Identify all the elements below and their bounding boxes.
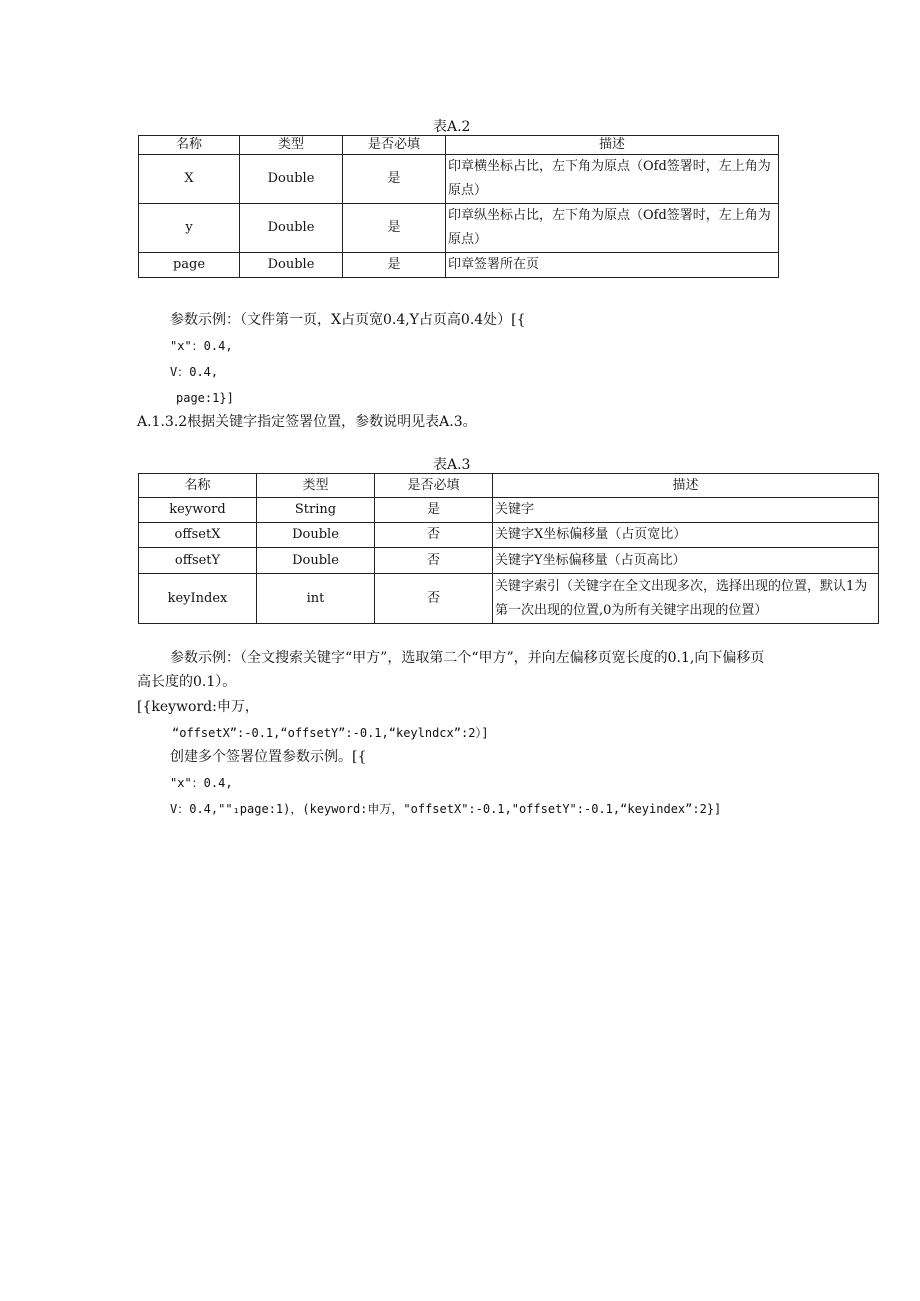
cell-type: Double (257, 548, 375, 574)
table-a3-header-name: 名称 (139, 474, 257, 498)
cell-type: Double (240, 155, 343, 204)
cell-desc: 关键字 (493, 498, 879, 523)
example2-line1b: 高长度的0.1）。 (137, 674, 237, 690)
section-a132-heading: A.1.3.2根据关键字指定签署位置，参数说明见表A.3。 (137, 414, 477, 430)
cell-name: y (139, 204, 240, 253)
cell-desc: 印章横坐标占比，左下角为原点（Ofd签署时，左上角为原点） (446, 155, 779, 204)
example1-line3: V：0.4, (170, 365, 219, 379)
table-row (139, 498, 879, 523)
cell-type: String (257, 498, 375, 523)
cell-required: 否 (375, 548, 493, 574)
cell-desc: 关键字索引（关键字在全文出现多次，选择出现的位置，默认1为第一次出现的位置,0为所有关键字出现的位置） (493, 574, 879, 624)
cell-name: offsetY (139, 548, 257, 574)
cell-type: int (257, 574, 375, 624)
table-a2-header-desc: 描述 (446, 136, 779, 155)
cell-required: 否 (375, 574, 493, 624)
table-a2-header-row (139, 136, 779, 155)
table-a2-caption: 表A.2 (433, 119, 471, 135)
table-row (139, 155, 779, 204)
example2-line5: "x"：0.4, (170, 776, 233, 790)
example1-line2: "x"：0.4, (170, 339, 233, 353)
cell-name: keyIndex (139, 574, 257, 624)
cell-type: Double (240, 253, 343, 278)
table-a3-header-row (139, 474, 879, 498)
example1-line4: page:1}] (176, 391, 234, 405)
cell-required: 是 (343, 204, 446, 253)
cell-name: keyword (139, 498, 257, 523)
cell-required: 否 (375, 523, 493, 548)
table-row (139, 523, 879, 548)
example2-line1a: 参数示例：（全文搜索关键字“甲方”，选取第二个“甲方”，并向左偏移页宽长度的0.1,向下偏移页 (170, 650, 765, 666)
cell-type: Double (257, 523, 375, 548)
cell-name: X (139, 155, 240, 204)
table-a3-header-required: 是否必填 (375, 474, 493, 498)
cell-name: offsetX (139, 523, 257, 548)
example2-line6: V：0.4,""₁page:1)，(keyword:申万，"offsetX":-0.1,"offsetY":-0.1,“keyindex”:2}] (170, 802, 722, 816)
table-row (139, 548, 879, 574)
table-row (139, 574, 879, 624)
table-a2-header-required: 是否必填 (343, 136, 446, 155)
example2-line4: 创建多个签署位置参数示例。[{ (170, 749, 367, 765)
table-a2 (138, 135, 779, 278)
table-a3-caption: 表A.3 (433, 457, 471, 473)
example2-line3: “offsetX”:-0.1,“offsetY”:-0.1,“keylndcx”:2）] (172, 726, 489, 740)
table-row (139, 253, 779, 278)
cell-desc: 关键字X坐标偏移量（占页宽比） (493, 523, 879, 548)
cell-name: page (139, 253, 240, 278)
cell-type: Double (240, 204, 343, 253)
example2-line2: [{keyword:申万， (137, 699, 259, 715)
cell-required: 是 (343, 155, 446, 204)
table-a2-header-type: 类型 (240, 136, 343, 155)
table-a3-header-desc: 描述 (493, 474, 879, 498)
example1-line1: 参数示例：（文件第一页，X占页宽0.4,Y占页高0.4处）[{ (170, 312, 526, 328)
cell-desc: 印章签署所在页 (446, 253, 779, 278)
cell-required: 是 (375, 498, 493, 523)
cell-desc: 关键字Y坐标偏移量（占页高比） (493, 548, 879, 574)
cell-required: 是 (343, 253, 446, 278)
cell-desc: 印章纵坐标占比，左下角为原点（Ofd签署时，左上角为原点） (446, 204, 779, 253)
table-a3 (138, 473, 879, 624)
table-row (139, 204, 779, 253)
table-a3-header-type: 类型 (257, 474, 375, 498)
table-a2-header-name: 名称 (139, 136, 240, 155)
